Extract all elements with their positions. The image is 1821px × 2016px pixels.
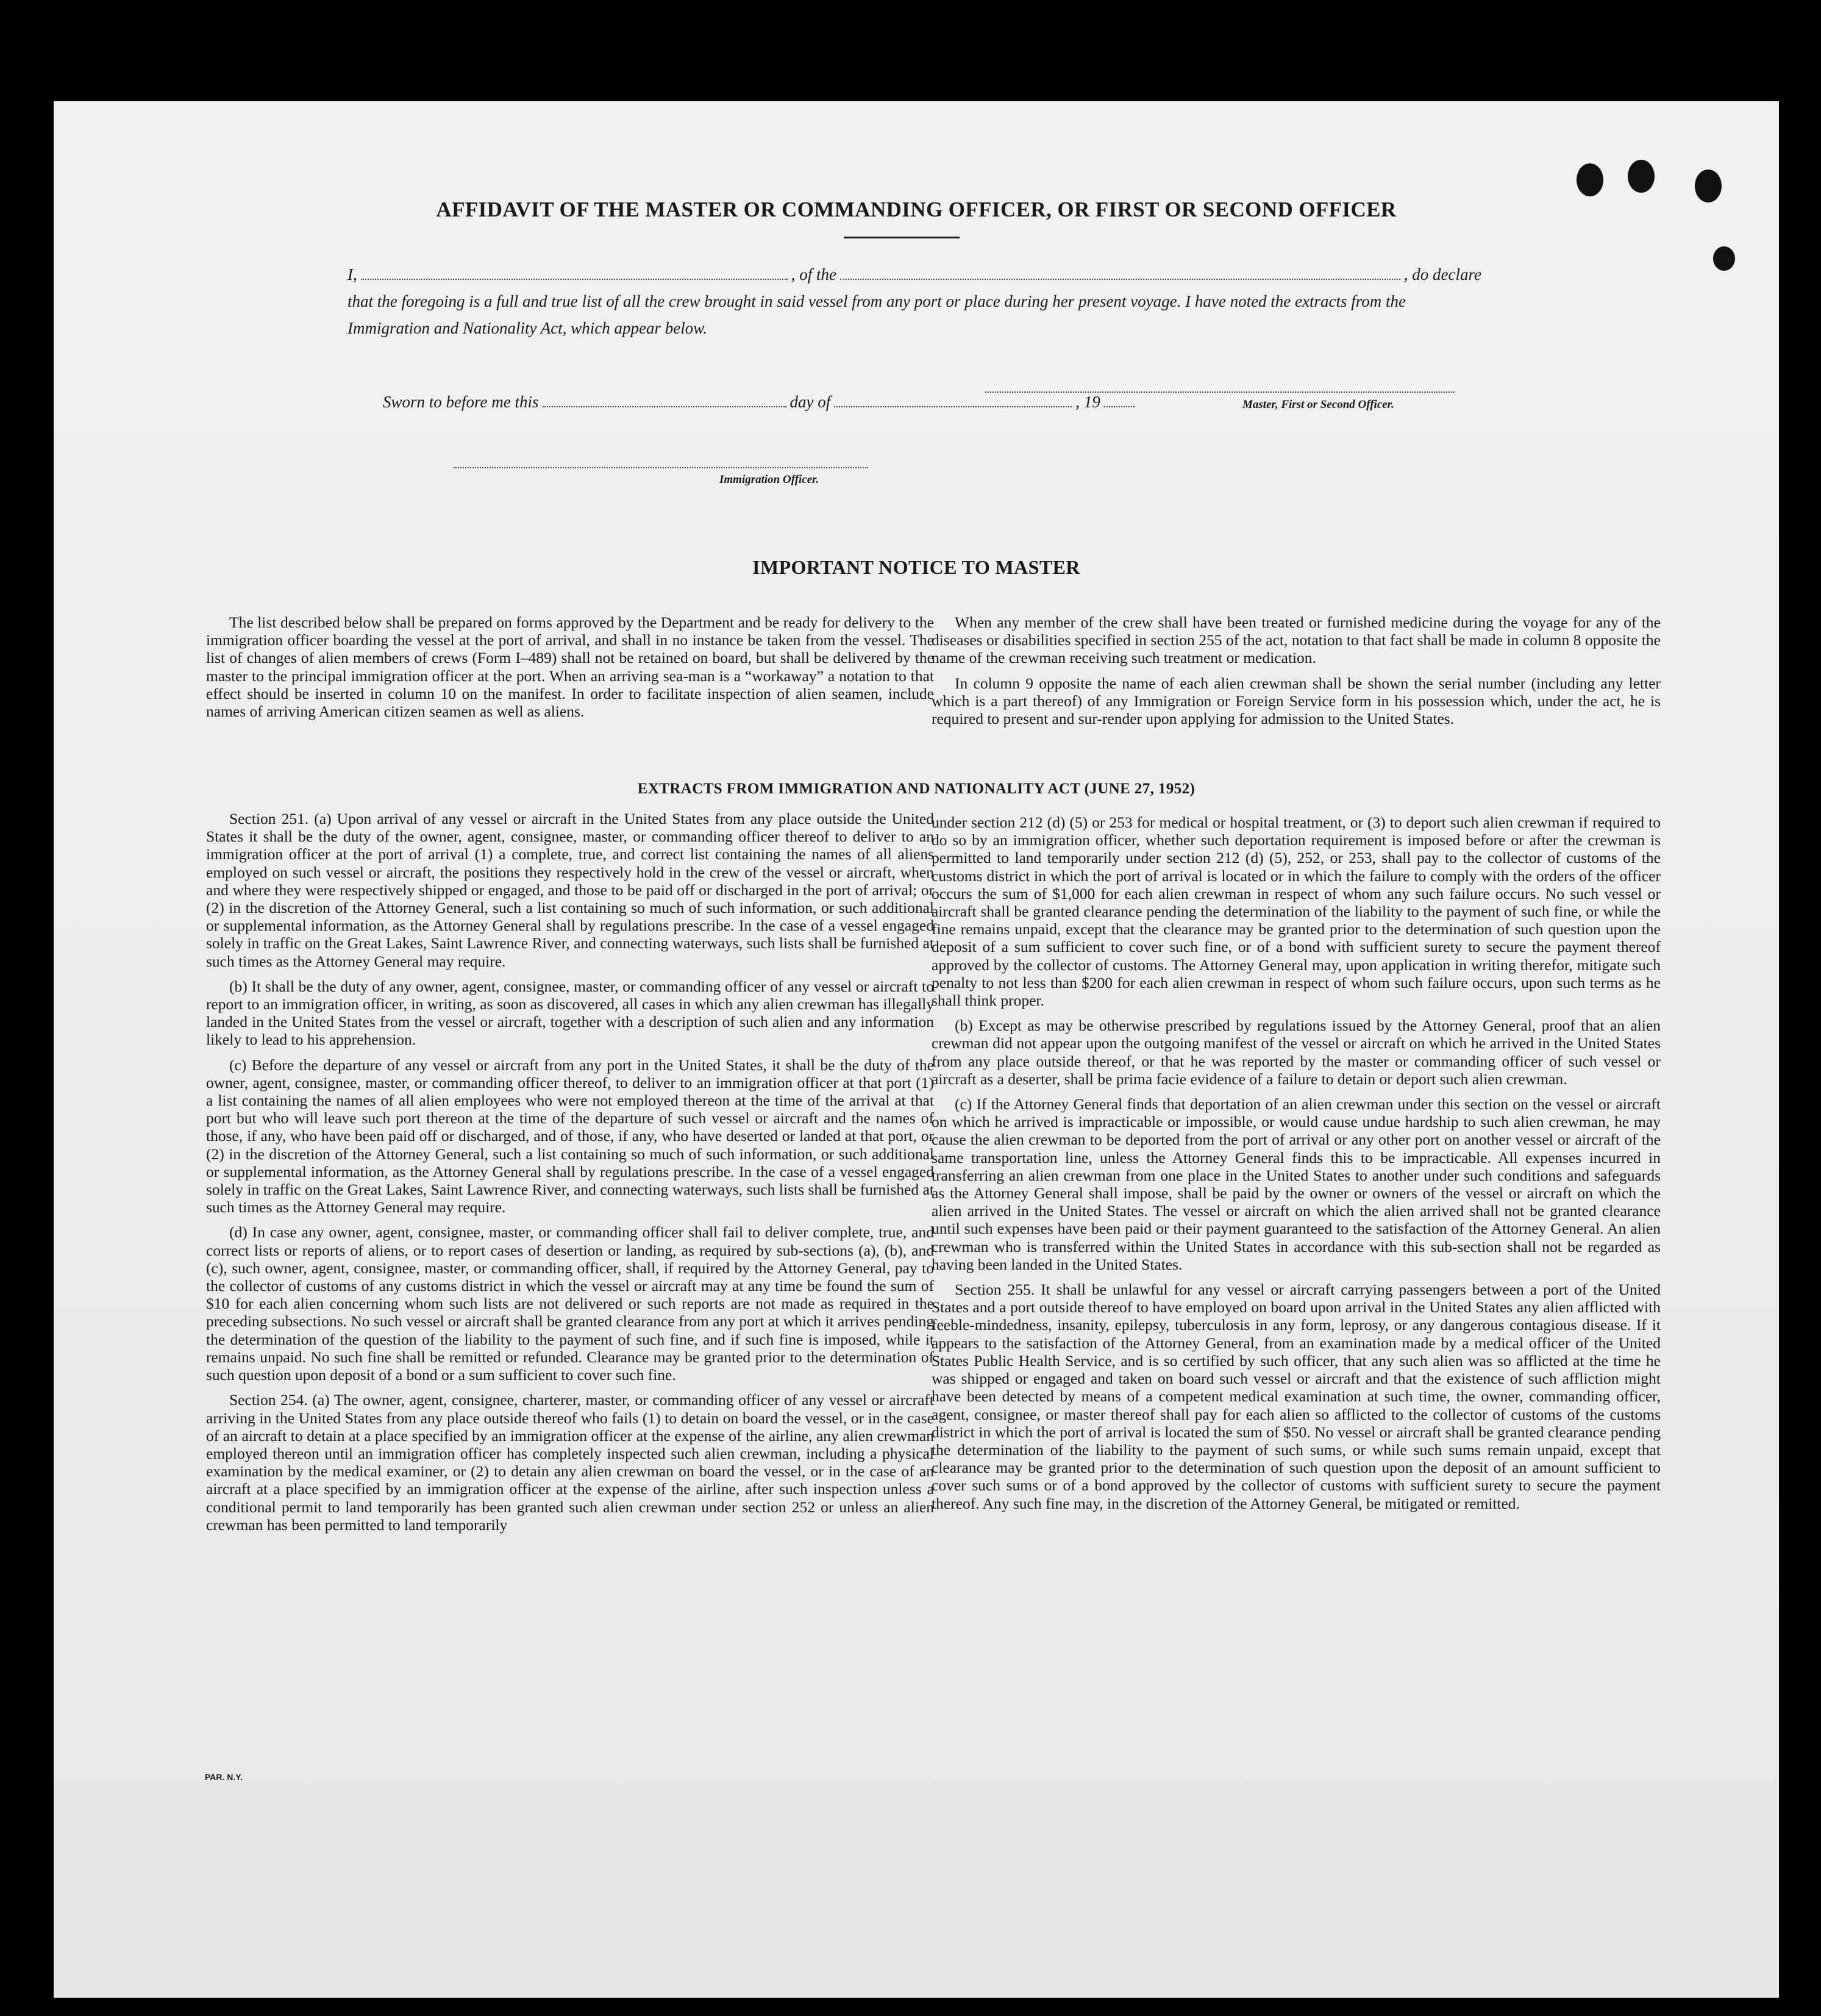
name-blank bbox=[361, 268, 788, 280]
extract-paragraph: Section 255. It shall be unlawful for any vessel or aircraft carrying passengers between a port of the United States and a port outside thereof to have employed on board upon arrival in the United States any alien afflicted with feeble-mindedness, insanity, epilepsy, tuberculosis in any form, leprosy, or any dangerous contagious disease. If it appears to the satisfaction of the Attorney General, from an examination made by a medical officer of the United States Public Health Service, and is so certified by such officer, that any such alien was so afflicted at the time he was shipped or engaged and taken on board such vessel or aircraft and that the existence of such affliction might have been detected by means of a competent medical examination at such time, the owner, commanding officer, agent, consignee, or master thereof shall pay for each alien so afflicted to the collector of customs of the customs district in which the port of arrival is located the sum of $50. No vessel or aircraft shall be granted clearance pending the determination of the liability to the payment of such sums, or while such sums remain unpaid, except that clearance may be granted prior to the determination of such question upon the deposit of an amount sufficient to cover such sums or of a bond approved by the collector of customs with sufficient surety to secure the payment thereof. Any such fine may, in the discretion of the Attorney General, be mitigated or remitted. bbox=[932, 1281, 1661, 1512]
notice-right-column bbox=[932, 613, 1661, 735]
extracts-right-column bbox=[932, 813, 1661, 1520]
decl-i: I, bbox=[347, 265, 357, 284]
sworn-month-blank bbox=[834, 398, 1072, 407]
punch-hole bbox=[1713, 246, 1735, 271]
punch-hole bbox=[1628, 160, 1655, 193]
printer-mark: PAR. N.Y. bbox=[205, 1772, 243, 1782]
declaration-text: that the foregoing is a full and true list of all the crew brought in said vessel from any port or place during her present voyage. I have noted the extracts from the Immigration and Nationality Act, which appear below. bbox=[347, 292, 1406, 337]
notice-paragraph: The list described below shall be prepared on forms approved by the Department and be ready for delivery to the immigration officer boarding the vessel at the port of arrival, and shall in no instance be taken from the vessel. The list of changes of alien members of crews (Form I–489) shall not be retained on board, but shall be delivered by the master to the principal immigration officer at the port. When an arriving sea-man is a “workaway” a notation to that effect should be inserted in column 10 on the manifest. In order to facilitate inspection of alien seamen, include names of arriving American citizen seamen as well as aliens. bbox=[206, 613, 934, 721]
extract-paragraph: (c) If the Attorney General finds that deportation of an alien crewman under this section on the vessel or aircraft on which he arrived is impracticable or impossible, or would cause undue hardship to such alien crewman, he may cause the alien crewman to be deported from the port of arrival or any other port on another vessel or aircraft of the same transportation line, unless the Attorney General finds this to be impracticable. All expenses incurred in transferring an alien crewman from one place in the United States to another under such conditions and safeguards as the Attorney General shall impose, shall be paid by the owner or owners of the vessel or aircraft on which the alien arrived in the United States. The vessel or aircraft on which the alien arrived shall not be granted clearance until such expenses have been paid or their payment guaranteed to the satisfaction of the Attorney General. An alien crewman who is transferred within the United States in accordance with this sub-section shall not be regarded as having been landed in the United States. bbox=[932, 1095, 1661, 1273]
extracts-title: EXTRACTS FROM IMMIGRATION AND NATIONALITY ACT (JUNE 27, 1952) bbox=[637, 781, 1196, 797]
extract-paragraph: (d) In case any owner, agent, consignee, master, or commanding officer shall fail to deliver complete, true, and correct lists or reports of aliens, or to report cases of desertion or landing, as required by sub-sections (a), (b), and (c), such owner, agent, consignee, master, or commanding officer, shall, if required by the Attorney General, pay to the collector of customs of any customs district in which the vessel or aircraft may at any time be found the sum of $10 for each alien concerning whom such lists are not delivered or such reports are not made as required in the preceding subsections. No such vessel or aircraft shall be granted clearance from any port at which it arrives pending the determination of the question of the liability to the payment of such fine, and if such fine is imposed, while it remains unpaid. No such fine shall be remitted or refunded. Clearance may be granted prior to the determination of such question upon deposit of a bond or a sum sufficient to cover such fine. bbox=[206, 1223, 934, 1384]
sworn-label: Sworn to before me this bbox=[383, 393, 539, 411]
extract-paragraph: (c) Before the departure of any vessel or aircraft from any port in the United States, it shall be the duty of the owner, agent, consignee, master, or commanding officer thereof, to deliver to an immigration officer at that port (1) a list containing the names of all alien employees who were not employed thereon at the time of the arrival at that port but who will leave such port thereon at the time of the departure of such vessel or aircraft and the names of those, if any, who have been paid off or discharged, and of those, if any, who have deserted or landed at that port, or (2) in the discretion of the Attorney General, such a list containing so much of such information, or such additional or supplemental information, as the Attorney General shall by regulations prescribe. In the case of a vessel engaged solely in traffic on the Great Lakes, Saint Lawrence River, and connecting waterways, such lists shall be furnished at such times as the Attorney General may require. bbox=[206, 1056, 934, 1217]
declaration bbox=[347, 261, 1481, 341]
notice-paragraph: When any member of the crew shall have been treated or furnished medicine during the voyage for any of the diseases or disabilities specified in section 255 of the act, notation to that fact shall be made in column 8 opposite the name of the crewman receiving such treatment or medication. bbox=[932, 613, 1661, 667]
affidavit-title: AFFIDAVIT OF THE MASTER OR COMMANDING OFFICER, OR FIRST OR SECOND OFFICER bbox=[436, 198, 1397, 221]
decl-of-the: , of the bbox=[791, 265, 836, 284]
extracts-left-column bbox=[206, 810, 934, 1541]
document-page bbox=[54, 101, 1779, 1998]
year-prefix: , 19 bbox=[1075, 393, 1100, 411]
extract-paragraph: (b) It shall be the duty of any owner, agent, consignee, master, or commanding officer of any vessel or aircraft to report to an immigration officer, in writing, as soon as discovered, all cases in which any alien crewman has illegally landed in the United States from the vessel or aircraft, together with a description of such alien and any information likely to lead to his apprehension. bbox=[206, 977, 934, 1049]
sworn-day-blank bbox=[543, 398, 786, 407]
extract-paragraph: under section 212 (d) (5) or 253 for medical or hospital treatment, or (3) to deport such alien crewman if required to do so by an immigration officer, whether such deportation requirement is imposed before or after the crewman is permitted to land temporarily under section 212 (d) (5), 252, or 253, shall pay to the collector of customs of the customs district in which the port of arrival is located or in which the failure to comply with the orders of the officer occurs the sum of $1,000 for each alien crewman in respect of whom any such failure occurs. No such vessel or aircraft shall be granted clearance pending the determination of the liability to the payment of such fine, or while the fine remains unpaid, except that the clearance may be granted prior to the determination of such question upon the deposit of a sum sufficient to cover such fine, or of a bond with sufficient surety to secure the payment thereof approved by the collector of customs. The Attorney General may, upon application in writing therefor, mitigate such penalty to not less than $200 for each alien crewman in respect of whom such failure occurs, upon such terms as he shall think proper. bbox=[932, 813, 1661, 1010]
master-caption: Master, First or Second Officer. bbox=[1242, 398, 1394, 411]
notice-paragraph: In column 9 opposite the name of each alien crewman shall be shown the serial number (including any letter which is a part thereof) of any Immigration or Foreign Service form in his possession which, under the act, he is required to present and sur-render upon applying for admission to the United States. bbox=[932, 674, 1661, 728]
notice-title: IMPORTANT NOTICE TO MASTER bbox=[752, 556, 1080, 578]
punch-hole bbox=[1577, 163, 1603, 196]
immigration-caption: Immigration Officer. bbox=[719, 473, 819, 486]
extract-paragraph: Section 251. (a) Upon arrival of any vessel or aircraft in the United States from any place outside the United States it shall be the duty of the owner, agent, consignee, master, or commanding officer thereof to deliver to an immigration officer at the port of arrival (1) a complete, true, and correct list containing the names of all aliens employed on such vessel or aircraft, the positions they respectively hold in the crew of the vessel or aircraft, when and where they were respectively shipped or engaged, and those to be paid off or discharged in the port of arrival; or (2) in the discretion of the Attorney General, such a list containing so much of such information, or such additional or supplemental information, as the Attorney General shall by regulations prescribe. In the case of a vessel engaged solely in traffic on the Great Lakes, Saint Lawrence River, and connecting waterways, such lists shall be furnished at such times as the Attorney General may require. bbox=[206, 810, 934, 970]
title-rule bbox=[844, 237, 960, 238]
extract-paragraph: Section 254. (a) The owner, agent, consignee, charterer, master, or commanding officer of any vessel or aircraft arriving in the United States from any place outside thereof who fails (1) to detain on board the vessel, or in the case of an aircraft to detain at a place specified by an immigration officer at the expense of the airline, any alien crewman employed thereon until an immigration officer has completely inspected such alien crewman, including a physical examination by the medical examiner, or (2) to detain any alien crewman on board the vessel, or in the case of an aircraft at a place specified by an immigration officer at the expense of the airline, after such inspection unless a conditional permit to land temporarily has been granted such alien crewman under section 252 or unless an alien crewman has been permitted to land temporarily bbox=[206, 1391, 934, 1534]
sworn-line bbox=[383, 393, 1249, 412]
decl-do-declare: , do declare bbox=[1403, 265, 1481, 284]
extract-paragraph: (b) Except as may be otherwise prescribed by regulations issued by the Attorney General, proof that an alien crewman did not appear upon the outgoing manifest of the vessel or aircraft on which he arrived in the United States from any place outside thereof, or that he was reported by the master or commanding officer of such vessel or aircraft as a deserter, shall be prima facie evidence of a failure to detain or deport such alien crewman. bbox=[932, 1017, 1661, 1088]
day-of-label: day of bbox=[789, 393, 831, 411]
immigration-signature-line bbox=[454, 467, 868, 468]
sworn-year-blank bbox=[1104, 398, 1135, 407]
vessel-blank bbox=[840, 268, 1400, 280]
notice-left-column bbox=[206, 613, 934, 727]
